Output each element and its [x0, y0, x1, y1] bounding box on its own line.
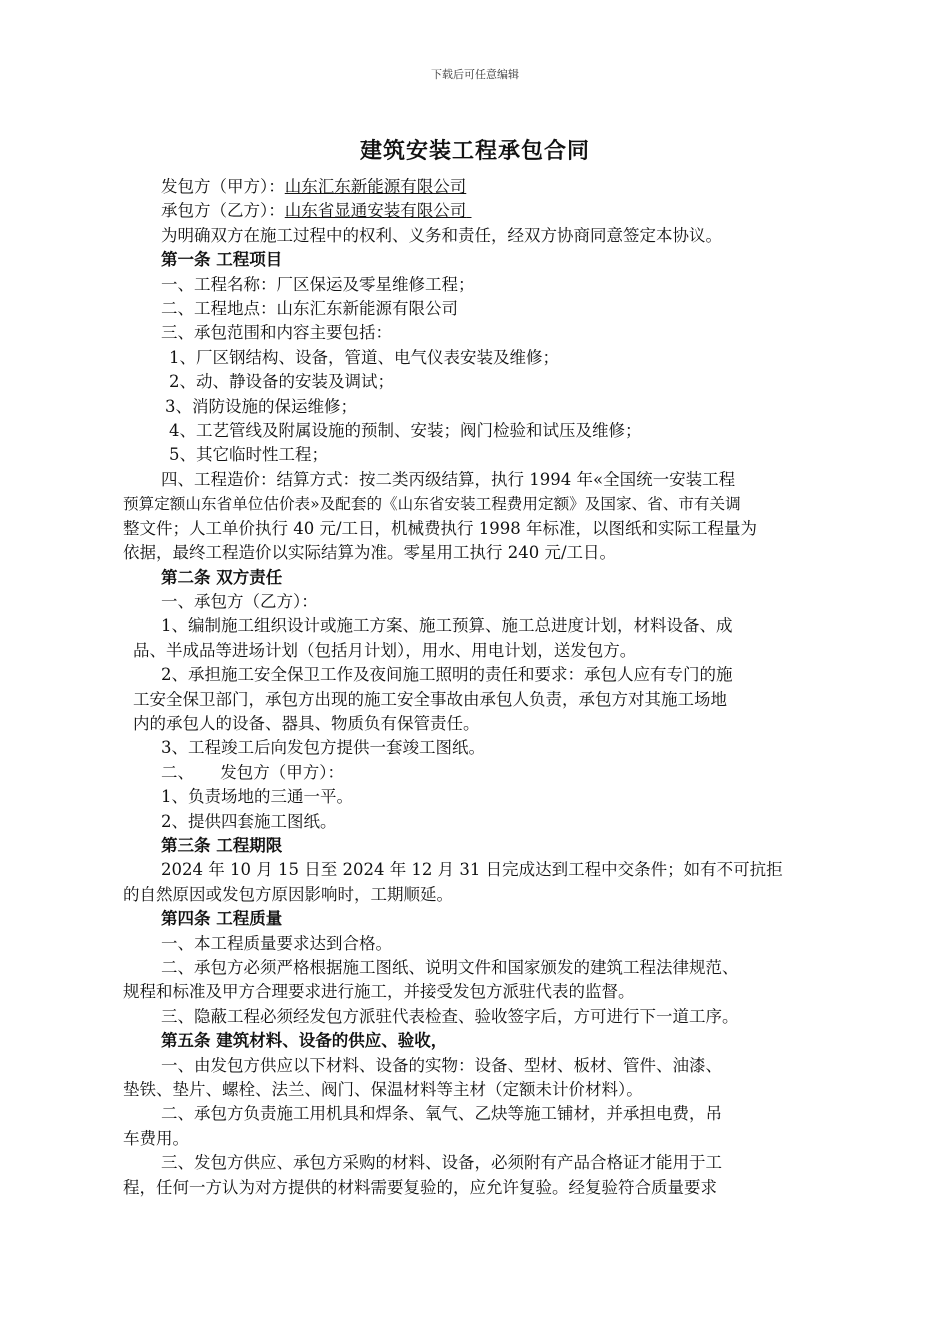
article4-heading: 第四条 工程质量: [161, 909, 283, 929]
article1-p4-line: 依据，最终工程造价以实际结算为准。零星用工执行 240 元/工日。: [123, 543, 617, 563]
article1-heading: 第一条 工程项目: [161, 250, 283, 270]
contractor-duty-line: 工安全保卫部门，承包方出现的施工安全事故由承包人负责，承包方对其施工场地: [133, 689, 727, 709]
contractor-duty-line: 1、编制施工组织设计或施工方案、施工预算、施工总进度计划，材料设备、成: [161, 616, 733, 636]
article4-line: 一、本工程质量要求达到合格。: [161, 933, 392, 953]
contractor-duty-line: 内的承包人的设备、器具、物质负有保管责任。: [133, 713, 480, 733]
article1-p3: 三、承包范围和内容主要包括：: [161, 323, 392, 343]
article1-p4-line: 整文件；人工单价执行 40 元/工日，机械费执行 1998 年标准，以图纸和实际工程量为: [123, 518, 758, 538]
contractor-duty-line: 品、半成品等进场计划（包括月计划），用水、用电计划，送发包方。: [133, 640, 637, 660]
employer-duty-line: 2、提供四套施工图纸。: [161, 811, 337, 831]
contract-title: 建筑安装工程承包合同: [359, 138, 590, 164]
article1-item: 5、其它临时性工程；: [169, 445, 328, 465]
article3-heading: 第三条 工程期限: [161, 835, 283, 855]
contractor-label: 承包方（乙方）：: [161, 201, 285, 221]
contractor-duties-heading: 一、承包方（乙方）：: [161, 591, 318, 611]
intro-paragraph: 为明确双方在施工过程中的权利、义务和责任，经双方协商同意签定本协议。: [161, 225, 722, 245]
employer-name: 山东汇东新能源有限公司: [284, 177, 467, 196]
contract-body: [123, 175, 829, 1200]
article5-heading: 第五条 建筑材料、设备的供应、验收，: [161, 1031, 448, 1051]
article2-heading: 第二条 双方责任: [161, 567, 283, 587]
article3-line: 的自然原因或发包方原因影响时，工期顺延。: [123, 884, 453, 904]
article5-line: 三、发包方供应、承包方采购的材料、设备，必须附有产品合格证才能用于工: [161, 1153, 722, 1173]
employer-duties-heading: 二、 发包方（甲方）：: [161, 762, 344, 782]
contractor-line: [123, 199, 829, 223]
employer-line: [123, 175, 829, 199]
article5-line: 程，任何一方认为对方提供的材料需要复验的，应允许复验。经复验符合质量要求: [123, 1177, 717, 1197]
article1-item: 2、动、静设备的安装及调试；: [169, 372, 394, 392]
article1-p1: 一、工程名称：厂区保运及零星维修工程；: [161, 274, 475, 294]
article5-line: 车费用。: [123, 1128, 189, 1148]
contractor-duty-line: 3、工程竣工后向发包方提供一套竣工图纸。: [161, 738, 485, 758]
article5-line: 二、承包方负责施工用机具和焊条、氧气、乙炔等施工铺材，并承担电费，吊: [161, 1104, 722, 1124]
article3-line: 2024 年 10 月 15 日至 2024 年 12 月 31 日完成达到工程中交条件；如有不可抗拒: [161, 860, 783, 880]
article4-line: 三、隐蔽工程必须经发包方派驻代表检查、验收签字后，方可进行下一道工序。: [161, 1006, 739, 1026]
article4-line: 二、承包方必须严格根据施工图纸、说明文件和国家颁发的建筑工程法律规范、: [161, 958, 739, 977]
contractor-name: 山东省显通安装有限公司: [284, 201, 467, 221]
article1-p2: 二、工程地点：山东汇东新能源有限公司: [161, 299, 458, 319]
article1-p4-line: 四、工程造价：结算方式：按二类丙级结算，执行 1994 年«全国统一安装工程: [161, 469, 736, 489]
contractor-duty-line: 2、承担施工安全保卫工作及夜间施工照明的责任和要求：承包人应有专门的施: [161, 665, 733, 685]
article4-line: 规程和标准及甲方合理要求进行施工，并接受发包方派驻代表的监督。: [123, 982, 635, 1002]
article1-p4-line: 预算定额山东省单位估价表»及配套的《山东省安装工程费用定额》及国家、省、市有关调: [123, 495, 741, 514]
article5-line: 一、由发包方供应以下材料、设备的实物：设备、型材、板材、管件、油漆、: [161, 1055, 722, 1075]
article5-line: 垫铁、垫片、螺栓、法兰、阀门、保温材料等主材（定额未计价材料）。: [123, 1080, 643, 1100]
article1-item: 1、厂区钢结构、设备，管道、电气仪表安装及维修；: [169, 347, 559, 367]
header-note: 下载后可任意编辑: [431, 68, 519, 81]
article1-item: 3、消防设施的保运维修；: [165, 396, 357, 416]
employer-label: 发包方（甲方）：: [161, 177, 285, 196]
article1-item: 4、工艺管线及附属设施的预制、安装；阀门检验和试压及维修；: [169, 421, 642, 441]
employer-duty-line: 1、负责场地的三通一平。: [161, 787, 353, 807]
